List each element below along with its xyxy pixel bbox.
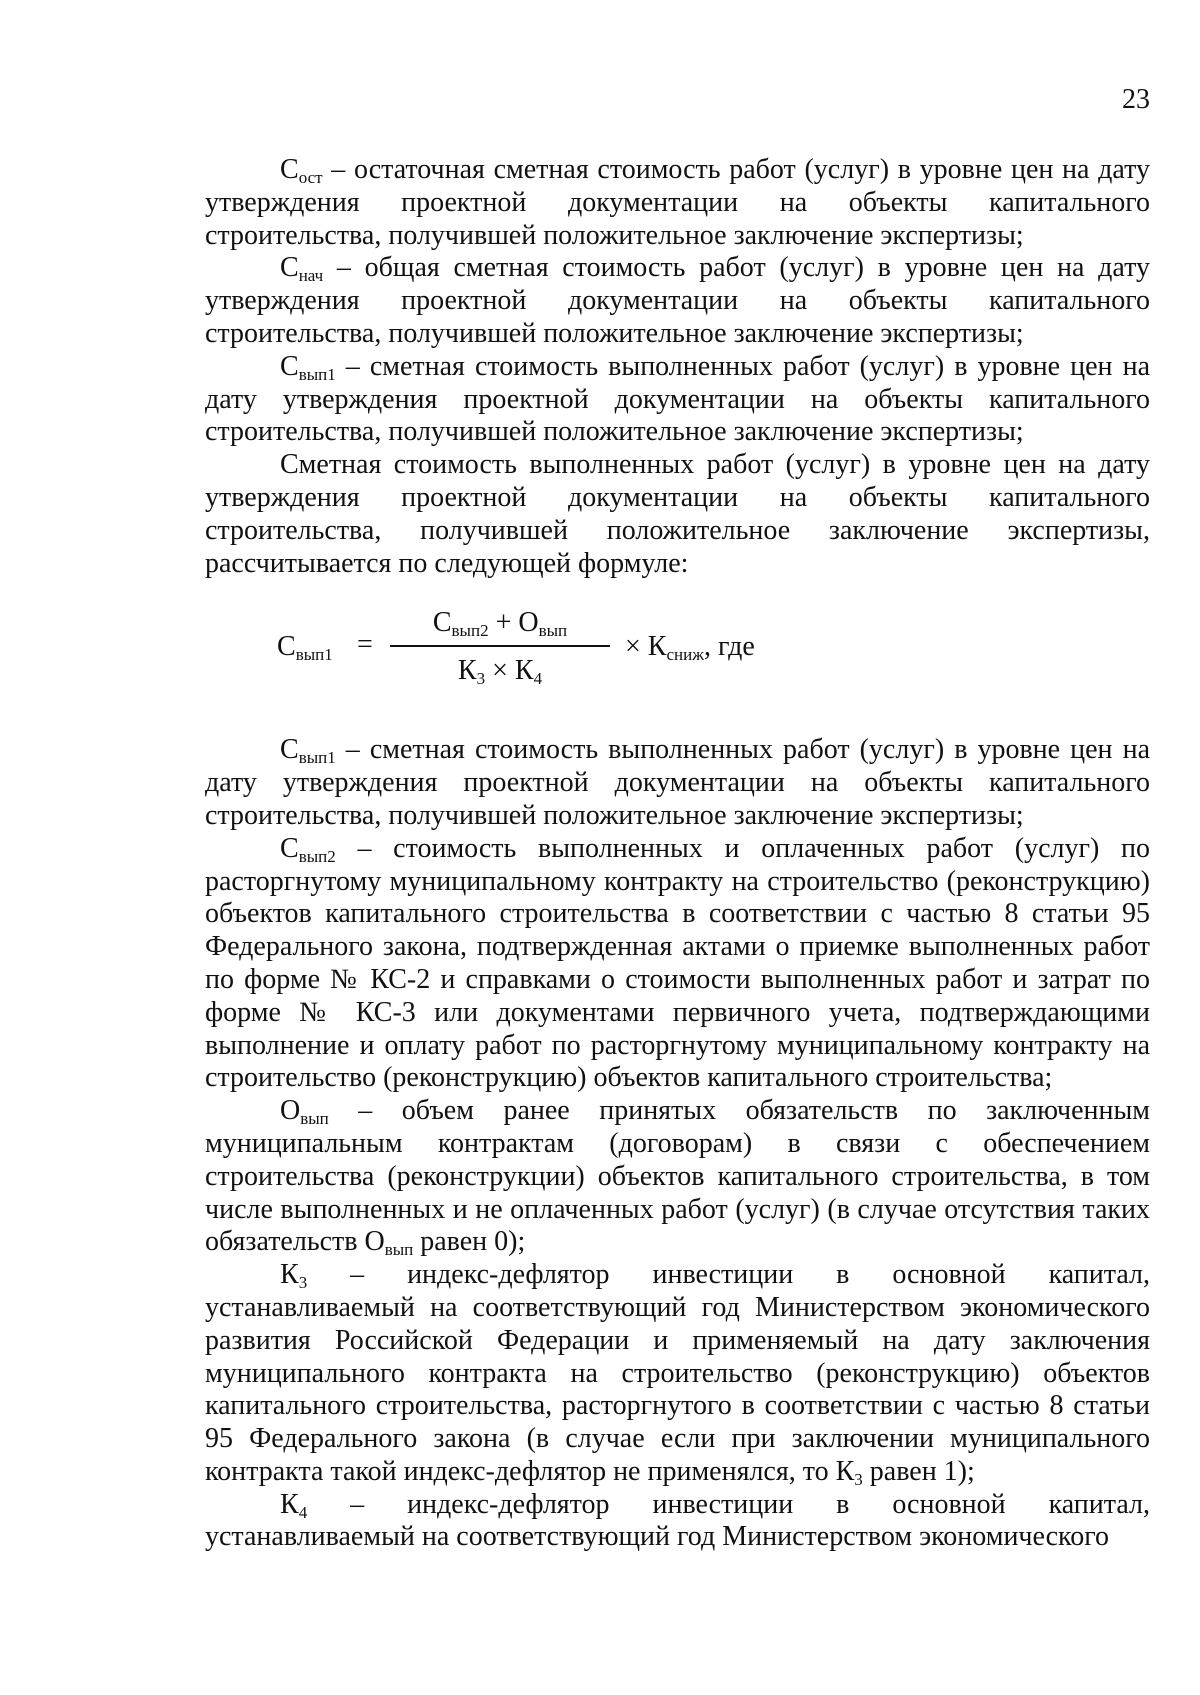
symbol: К xyxy=(514,655,534,687)
symbol: К xyxy=(280,1488,299,1520)
symbol: С xyxy=(280,252,299,284)
formula-denominator xyxy=(390,653,610,689)
definition-o-vyp xyxy=(205,1095,1150,1259)
symbol-subscript: вып xyxy=(384,1240,414,1260)
symbol: К xyxy=(647,631,667,663)
symbol: О xyxy=(280,1095,301,1127)
symbol: С xyxy=(432,607,452,639)
symbol-subscript: вып xyxy=(300,1109,329,1129)
symbol-subscript: вып2 xyxy=(298,846,336,866)
definition-text: – остаточная сметная стоимость работ (услуг) в уровне цен на дату утверждения проектной документации на объекты капитального строительства, получившей положительное заключение экспертизы; xyxy=(205,154,1150,251)
definition-k4 xyxy=(205,1489,1150,1555)
symbol: С xyxy=(280,154,299,185)
definition-text: – сметная стоимость выполненных работ (услуг) в уровне цен на дату утверждения проектной документации на объекты капитального строительства, получившей положительное заключение экспертизы; xyxy=(205,734,1150,831)
symbol: О xyxy=(518,607,539,639)
formula-intro xyxy=(205,449,1150,580)
definition-text: – сметная стоимость выполненных работ (услуг) в уровне цен на дату утверждения проектной документации на объекты капитального строительства, получившей положительное заключение экспертизы; xyxy=(205,350,1150,448)
operator: + xyxy=(488,607,519,639)
definition-c-vyp1 xyxy=(205,351,1150,449)
formula-rhs xyxy=(625,631,755,664)
formula-lhs xyxy=(277,631,333,664)
formula-fraction xyxy=(390,605,610,689)
page-number: 23 xyxy=(1122,84,1150,115)
symbol-subscript: 3 xyxy=(854,1469,863,1489)
symbol: К xyxy=(280,1259,299,1291)
definition-text: – объем ранее принятых обязательств по заключенным муниципальным контрактам (договорам) в связи с обеспечением строительства (реконструкции) объектов капитального строительства, в том числе выполненных и не оплаченных работ (услуг) (в случае отсутствия таких обязательств О xyxy=(205,1095,1150,1258)
formula-tail: , где xyxy=(703,631,755,663)
paragraph-text: Сметная стоимость выполненных работ (услуг) в уровне цен на дату утверждения проектной документации на объекты капитального строительства, получившей положительное заключение экспертизы, рассчитывается по следующей формуле: xyxy=(205,449,1150,579)
symbol-subscript: 3 xyxy=(476,669,486,689)
operator: × xyxy=(625,631,648,663)
symbol-subscript: вып1 xyxy=(298,748,336,768)
operator: × xyxy=(485,655,515,687)
formula xyxy=(205,605,1150,701)
symbol: С xyxy=(280,832,299,864)
definition-k3 xyxy=(205,1259,1150,1489)
symbol-subscript: сниж xyxy=(666,645,704,665)
document-body xyxy=(205,154,1150,1554)
definition-c-nach xyxy=(205,252,1150,350)
definition-c-vyp2 xyxy=(205,833,1150,1095)
definition-tail: равен 0); xyxy=(413,1226,526,1258)
symbol: С xyxy=(280,350,299,382)
symbol: С xyxy=(280,734,299,766)
symbol-subscript: 4 xyxy=(298,1502,308,1522)
symbol-subscript: вып1 xyxy=(298,364,336,384)
symbol-subscript: вып1 xyxy=(295,645,333,665)
symbol-subscript: вып2 xyxy=(451,621,489,641)
symbol: С xyxy=(277,631,296,663)
definition-c-vyp1-repeat xyxy=(205,734,1150,832)
definition-text: – индекс-дефлятор инвестиции в основной капитал, устанавливаемый на соответствующий год Министерством экономического развития Российской Федерации и применяемый на дату заключения муниципального контракта на строительство (реконструкцию) объектов капитального строительства, расторгнутого в соответствии с частью 8 статьи 95 Федерального закона (в случае если при заключении муниципального контракта такой индекс-дефлятор не применялся, то К xyxy=(205,1259,1150,1487)
symbol: К xyxy=(457,655,477,687)
symbol-subscript: вып xyxy=(538,621,568,641)
fraction-bar xyxy=(390,645,610,647)
symbol-subscript: 4 xyxy=(533,669,543,689)
formula-equals: = xyxy=(357,629,373,661)
symbol-subscript: нач xyxy=(298,266,324,286)
formula-numerator xyxy=(390,605,610,641)
definition-text: – индекс-дефлятор инвестиции в основной капитал, устанавливаемый на соответствующий год Министерством экономического xyxy=(205,1488,1150,1553)
definition-text: – общая сметная стоимость работ (услуг) в уровне цен на дату утверждения проектной документации на объекты капитального строительства, получившей положительное заключение экспертизы; xyxy=(205,252,1150,349)
symbol-subscript: 3 xyxy=(298,1273,308,1293)
definition-c-ost xyxy=(205,154,1150,252)
definition-tail: равен 1); xyxy=(862,1455,975,1487)
definition-text: – стоимость выполненных и оплаченных работ (услуг) по расторгнутому муниципальному контракту на строительство (реконструкцию) объектов капитального строительства в соответствии с частью 8 статьи 95 Федерального закона, подтвержденная актами о приемке выполненных работ по форме № КС-2 и справками о стоимости выполненных работ и затрат по форме № КС-3 или документами первичного учета, подтверждающими выполнение и оплату работ по расторгнутому муниципальному контракту на строительство (реконструкцию) объектов капитального строительства; xyxy=(205,832,1150,1094)
symbol-subscript: ост xyxy=(298,168,323,187)
